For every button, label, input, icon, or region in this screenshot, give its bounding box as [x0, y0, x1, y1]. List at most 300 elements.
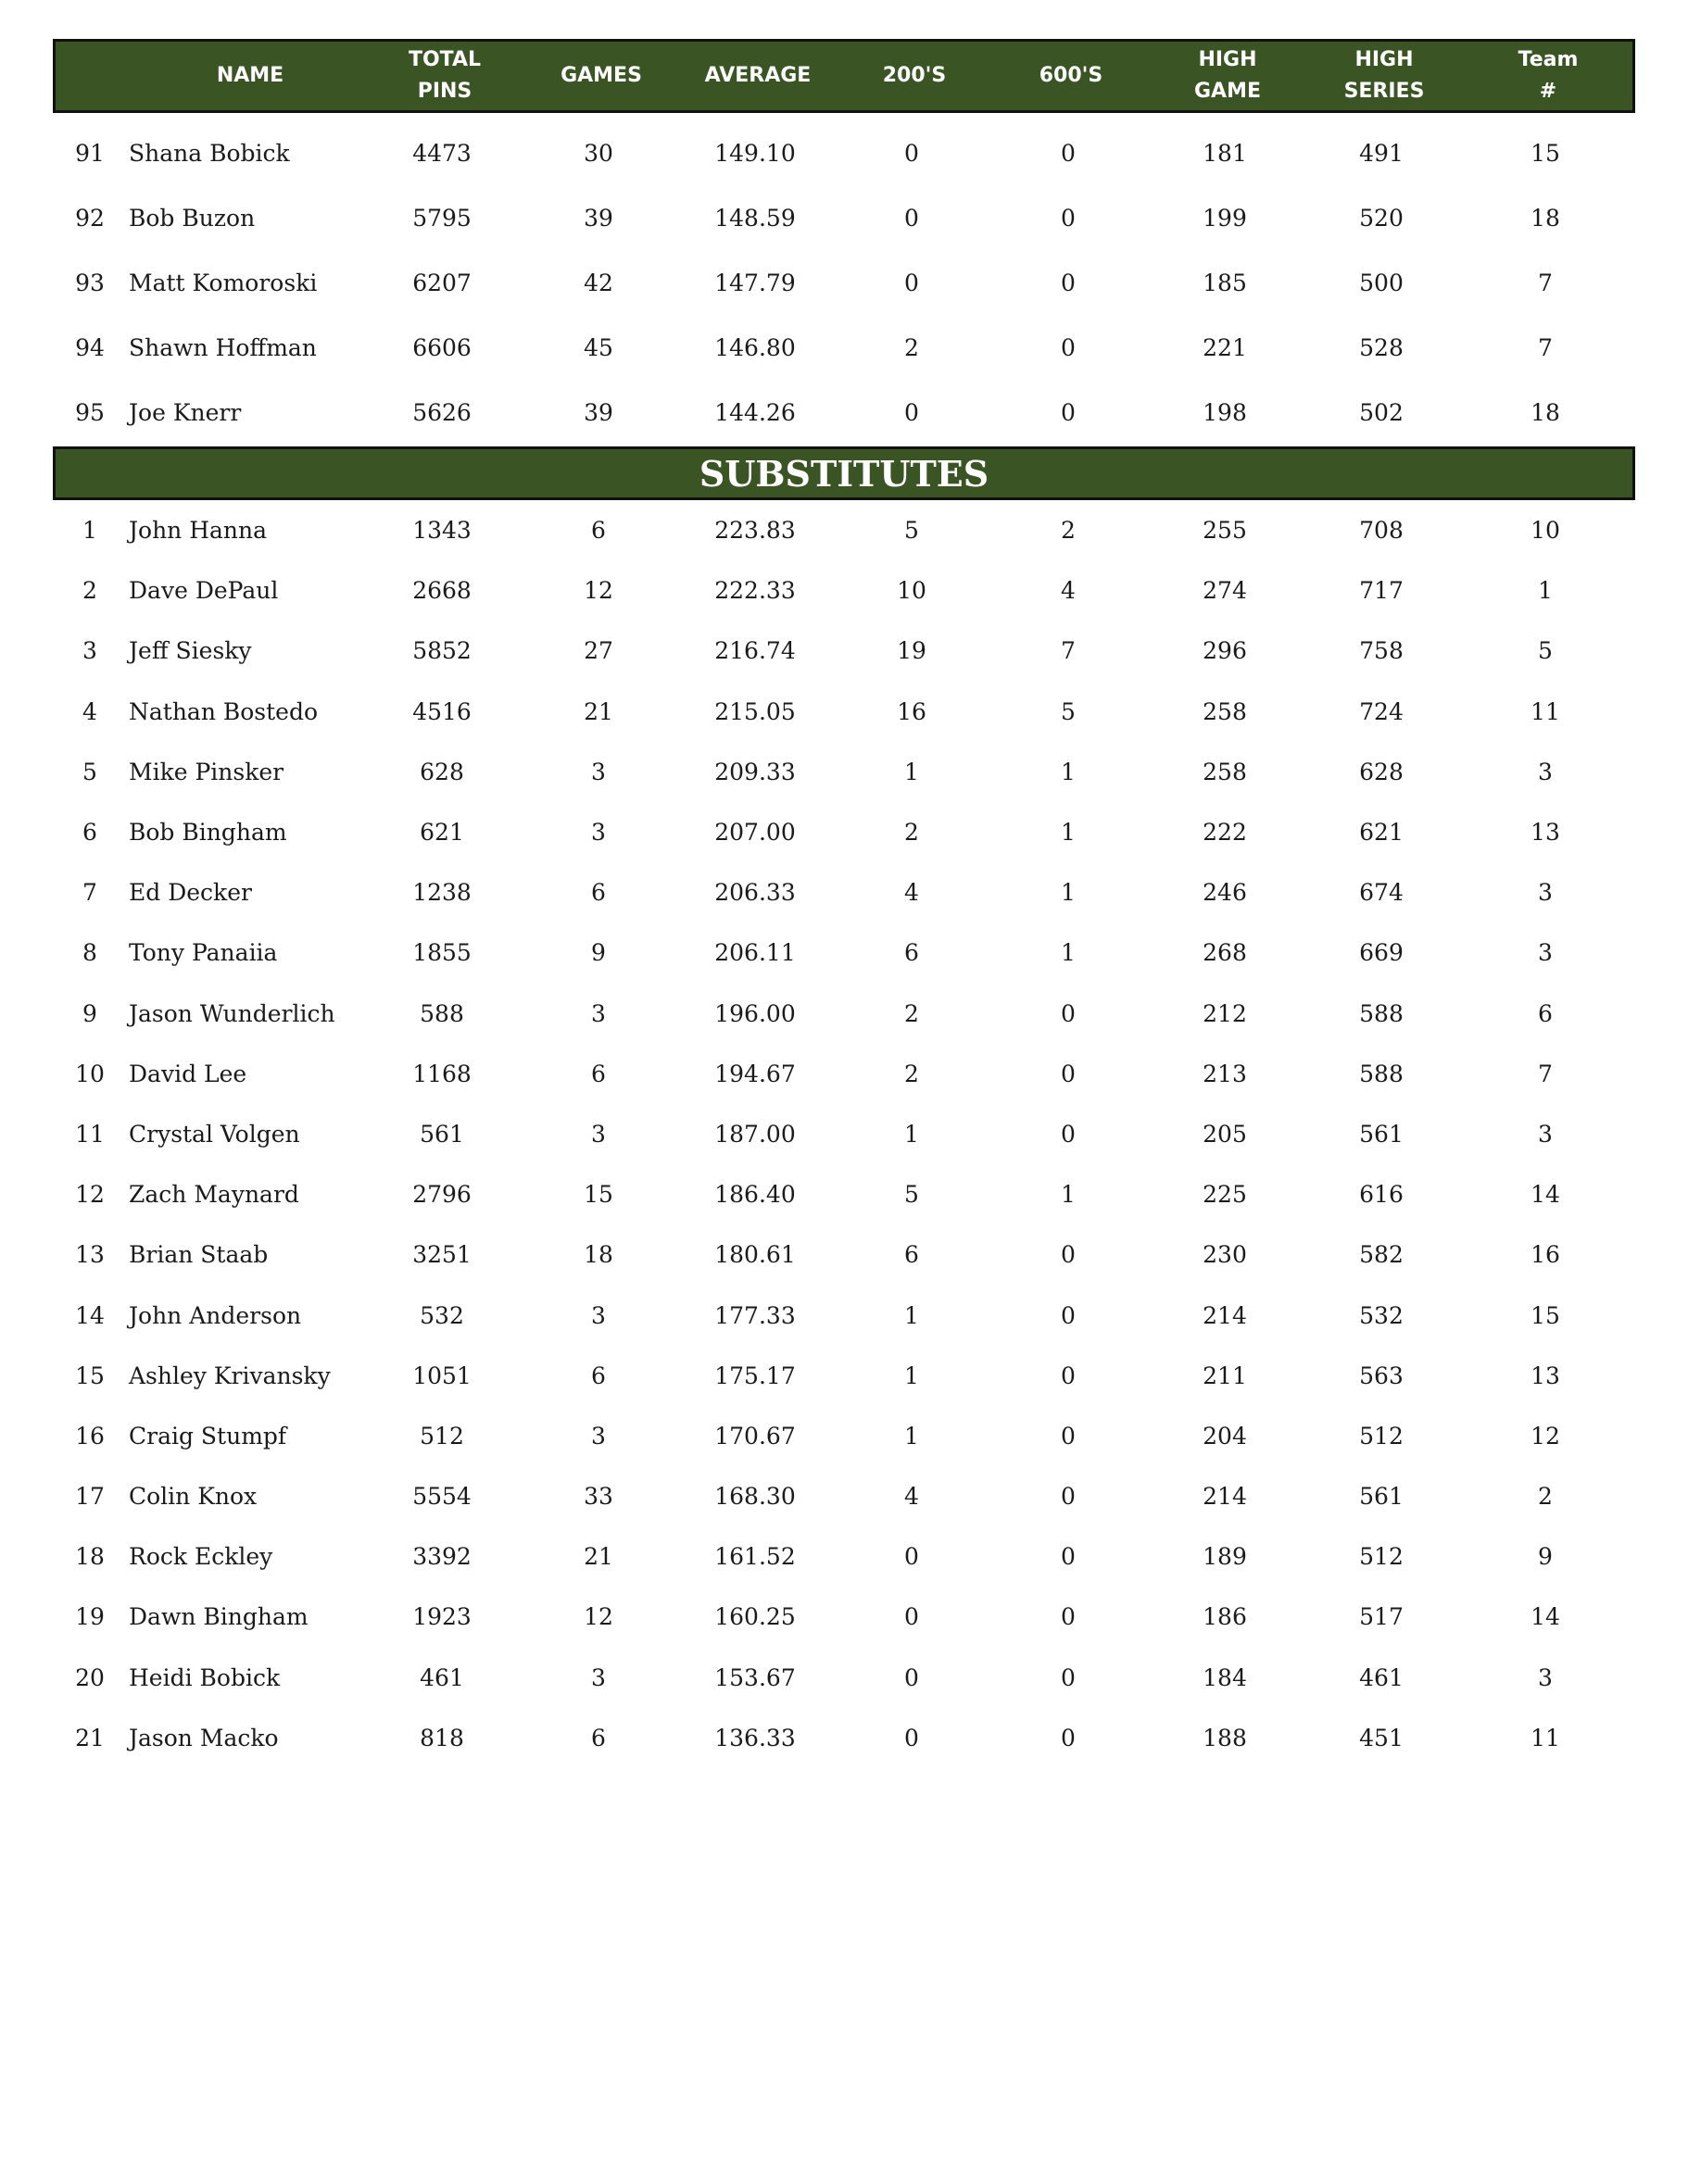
name-cell: Ed Decker: [129, 879, 252, 907]
six-hundreds-cell: 0: [1061, 1724, 1076, 1751]
high-game-cell: 222: [1203, 819, 1247, 847]
rank-cell: 18: [75, 1543, 105, 1571]
standings-sheet: [53, 39, 1635, 1768]
average-cell: 146.80: [714, 333, 796, 361]
high-game-cell: 214: [1203, 1301, 1247, 1329]
average-cell: 194.67: [714, 1060, 796, 1087]
average-cell: 223.83: [714, 517, 796, 545]
table-row: [53, 1406, 1635, 1466]
table-row: [53, 1648, 1635, 1708]
two-hundreds-cell: 2: [904, 999, 919, 1027]
high-series-cell: 500: [1359, 269, 1404, 296]
total-pins-cell: 461: [420, 1663, 464, 1691]
team-cell: 13: [1531, 819, 1560, 847]
high-game-cell: 296: [1203, 637, 1247, 665]
high-series-cell: 451: [1359, 1724, 1404, 1751]
games-cell: 6: [591, 1724, 606, 1751]
high-game-cell: 221: [1203, 333, 1247, 361]
six-hundreds-cell: 7: [1061, 637, 1076, 665]
table-row: [53, 185, 1635, 250]
high-series-cell: 512: [1359, 1422, 1404, 1450]
average-cell: 153.67: [714, 1663, 796, 1691]
table-row: [53, 1164, 1635, 1224]
name-cell: Zach Maynard: [129, 1181, 299, 1209]
average-cell: 148.59: [714, 204, 796, 232]
team-cell: 12: [1531, 1422, 1560, 1450]
six-hundreds-cell: 0: [1061, 1241, 1076, 1269]
team-cell: 9: [1538, 1543, 1553, 1571]
high-game-cell: 181: [1203, 139, 1247, 167]
total-pins-cell: 2796: [412, 1181, 472, 1209]
name-cell: Joe Knerr: [129, 398, 242, 426]
rank-cell: 13: [75, 1241, 105, 1269]
average-cell: 187.00: [714, 1120, 796, 1148]
rank-cell: 12: [75, 1181, 105, 1209]
table-row: [53, 621, 1635, 681]
table-row: [53, 1104, 1635, 1164]
average-cell: 161.52: [714, 1543, 796, 1571]
high-game-cell: 258: [1203, 758, 1247, 785]
total-pins-cell: 6606: [412, 333, 472, 361]
header-games: GAMES: [561, 64, 642, 87]
name-cell: Heidi Bobick: [129, 1663, 281, 1691]
games-cell: 3: [591, 758, 606, 785]
name-cell: Shana Bobick: [129, 139, 290, 167]
table-row: [53, 984, 1635, 1044]
two-hundreds-cell: 0: [904, 139, 919, 167]
high-series-cell: 588: [1359, 1060, 1404, 1087]
table-row: [53, 1346, 1635, 1406]
rank-cell: 92: [75, 204, 105, 232]
games-cell: 6: [591, 879, 606, 907]
average-cell: 207.00: [714, 819, 796, 847]
high-game-cell: 214: [1203, 1483, 1247, 1511]
games-cell: 3: [591, 819, 606, 847]
high-game-cell: 186: [1203, 1603, 1247, 1631]
two-hundreds-cell: 6: [904, 1241, 919, 1269]
name-cell: Jason Wunderlich: [129, 999, 335, 1027]
six-hundreds-cell: 1: [1061, 1181, 1076, 1209]
rank-cell: 93: [75, 269, 105, 296]
high-game-cell: 205: [1203, 1120, 1247, 1148]
high-series-cell: 669: [1359, 939, 1404, 967]
two-hundreds-cell: 2: [904, 333, 919, 361]
header-high-series: HIGH SERIES: [1343, 48, 1425, 103]
average-cell: 215.05: [714, 697, 796, 725]
team-cell: 5: [1538, 637, 1553, 665]
two-hundreds-cell: 19: [897, 637, 926, 665]
name-cell: John Anderson: [129, 1301, 302, 1329]
games-cell: 3: [591, 999, 606, 1027]
six-hundreds-cell: 0: [1061, 1603, 1076, 1631]
two-hundreds-cell: 6: [904, 939, 919, 967]
six-hundreds-cell: 1: [1061, 758, 1076, 785]
six-hundreds-cell: 0: [1061, 139, 1076, 167]
rank-cell: 20: [75, 1663, 105, 1691]
total-pins-cell: 1238: [412, 879, 472, 907]
two-hundreds-cell: 2: [904, 819, 919, 847]
team-cell: 18: [1531, 398, 1560, 426]
games-cell: 39: [584, 398, 613, 426]
rank-cell: 8: [82, 939, 97, 967]
two-hundreds-cell: 10: [897, 577, 926, 605]
table-row: [53, 250, 1635, 315]
two-hundreds-cell: 0: [904, 398, 919, 426]
high-series-cell: 563: [1359, 1362, 1404, 1389]
games-cell: 12: [584, 577, 613, 605]
team-cell: 18: [1531, 204, 1560, 232]
two-hundreds-cell: 5: [904, 517, 919, 545]
team-cell: 2: [1538, 1483, 1553, 1511]
six-hundreds-cell: 1: [1061, 939, 1076, 967]
rank-cell: 1: [82, 517, 97, 545]
name-cell: Shawn Hoffman: [129, 333, 317, 361]
high-series-cell: 512: [1359, 1543, 1404, 1571]
games-cell: 45: [584, 333, 613, 361]
team-cell: 15: [1531, 139, 1560, 167]
team-cell: 3: [1538, 1120, 1553, 1148]
team-cell: 15: [1531, 1301, 1560, 1329]
six-hundreds-cell: 2: [1061, 517, 1076, 545]
name-cell: Matt Komoroski: [129, 269, 318, 296]
rank-cell: 7: [82, 879, 97, 907]
six-hundreds-cell: 0: [1061, 999, 1076, 1027]
average-cell: 144.26: [714, 398, 796, 426]
team-cell: 7: [1538, 333, 1553, 361]
games-cell: 18: [584, 1241, 613, 1269]
name-cell: Crystal Volgen: [129, 1120, 300, 1148]
games-cell: 6: [591, 1060, 606, 1087]
total-pins-cell: 621: [420, 819, 464, 847]
substitutes-list: [53, 500, 1635, 1768]
average-cell: 196.00: [714, 999, 796, 1027]
two-hundreds-cell: 0: [904, 1663, 919, 1691]
six-hundreds-cell: 0: [1061, 204, 1076, 232]
high-series-cell: 528: [1359, 333, 1404, 361]
high-series-cell: 532: [1359, 1301, 1404, 1329]
high-series-cell: 621: [1359, 819, 1404, 847]
two-hundreds-cell: 1: [904, 1422, 919, 1450]
six-hundreds-cell: 0: [1061, 1663, 1076, 1691]
high-game-cell: 212: [1203, 999, 1247, 1027]
table-row: [53, 1708, 1635, 1768]
six-hundreds-cell: 0: [1061, 269, 1076, 296]
team-cell: 3: [1538, 1663, 1553, 1691]
games-cell: 21: [584, 697, 613, 725]
table-row: [53, 923, 1635, 983]
header-600s: 600'S: [1039, 64, 1103, 87]
high-game-cell: 204: [1203, 1422, 1247, 1450]
high-series-cell: 616: [1359, 1181, 1404, 1209]
rank-cell: 4: [82, 697, 97, 725]
high-series-cell: 461: [1359, 1663, 1404, 1691]
two-hundreds-cell: 0: [904, 1724, 919, 1751]
header-average: AVERAGE: [704, 64, 812, 87]
total-pins-cell: 5795: [412, 204, 472, 232]
rank-cell: 3: [82, 637, 97, 665]
rank-cell: 16: [75, 1422, 105, 1450]
rank-cell: 21: [75, 1724, 105, 1751]
table-row: [53, 500, 1635, 560]
games-cell: 42: [584, 269, 613, 296]
header-200s: 200'S: [882, 64, 947, 87]
games-cell: 9: [591, 939, 606, 967]
rank-cell: 11: [75, 1120, 105, 1148]
average-cell: 147.79: [714, 269, 796, 296]
team-cell: 11: [1531, 1724, 1560, 1751]
high-game-cell: 199: [1203, 204, 1247, 232]
high-game-cell: 268: [1203, 939, 1247, 967]
two-hundreds-cell: 4: [904, 879, 919, 907]
total-pins-cell: 4473: [412, 139, 472, 167]
six-hundreds-cell: 0: [1061, 1362, 1076, 1389]
total-pins-cell: 588: [420, 999, 464, 1027]
rank-cell: 6: [82, 819, 97, 847]
games-cell: 3: [591, 1301, 606, 1329]
team-cell: 7: [1538, 269, 1553, 296]
games-cell: 30: [584, 139, 613, 167]
name-cell: Jason Macko: [129, 1724, 279, 1751]
average-cell: 170.67: [714, 1422, 796, 1450]
team-cell: 6: [1538, 999, 1553, 1027]
team-cell: 11: [1531, 697, 1560, 725]
rank-cell: 10: [75, 1060, 105, 1087]
six-hundreds-cell: 0: [1061, 1543, 1076, 1571]
table-row: [53, 1044, 1635, 1104]
table-row: [53, 1526, 1635, 1587]
total-pins-cell: 818: [420, 1724, 464, 1751]
average-cell: 175.17: [714, 1362, 796, 1389]
table-row: [53, 315, 1635, 380]
games-cell: 6: [591, 1362, 606, 1389]
team-cell: 3: [1538, 939, 1553, 967]
total-pins-cell: 5554: [412, 1483, 472, 1511]
six-hundreds-cell: 0: [1061, 1422, 1076, 1450]
average-cell: 160.25: [714, 1603, 796, 1631]
high-game-cell: 225: [1203, 1181, 1247, 1209]
average-cell: 149.10: [714, 139, 796, 167]
table-row: [53, 1587, 1635, 1647]
rank-cell: 9: [82, 999, 97, 1027]
header-high-game: HIGH GAME: [1193, 48, 1261, 103]
total-pins-cell: 1168: [412, 1060, 472, 1087]
rank-cell: 19: [75, 1603, 105, 1631]
high-series-cell: 724: [1359, 697, 1404, 725]
team-cell: 10: [1531, 517, 1560, 545]
six-hundreds-cell: 0: [1061, 1483, 1076, 1511]
total-pins-cell: 2668: [412, 577, 472, 605]
high-series-cell: 491: [1359, 139, 1404, 167]
rank-cell: 5: [82, 758, 97, 785]
high-game-cell: 185: [1203, 269, 1247, 296]
rank-cell: 17: [75, 1483, 105, 1511]
high-game-cell: 213: [1203, 1060, 1247, 1087]
average-cell: 206.33: [714, 879, 796, 907]
high-game-cell: 188: [1203, 1724, 1247, 1751]
two-hundreds-cell: 0: [904, 204, 919, 232]
team-cell: 16: [1531, 1241, 1560, 1269]
six-hundreds-cell: 0: [1061, 398, 1076, 426]
average-cell: 206.11: [714, 939, 796, 967]
substitutes-section-header: SUBSTITUTES: [53, 446, 1635, 500]
average-cell: 177.33: [714, 1301, 796, 1329]
high-series-cell: 717: [1359, 577, 1404, 605]
games-cell: 21: [584, 1543, 613, 1571]
rank-cell: 91: [75, 139, 105, 167]
two-hundreds-cell: 0: [904, 269, 919, 296]
total-pins-cell: 5626: [412, 398, 472, 426]
six-hundreds-cell: 0: [1061, 1060, 1076, 1087]
total-pins-cell: 1855: [412, 939, 472, 967]
high-series-cell: 708: [1359, 517, 1404, 545]
high-series-cell: 628: [1359, 758, 1404, 785]
six-hundreds-cell: 0: [1061, 333, 1076, 361]
rank-cell: 15: [75, 1362, 105, 1389]
header-total-pins: TOTAL PINS: [408, 48, 482, 103]
games-cell: 15: [584, 1181, 613, 1209]
total-pins-cell: 1051: [412, 1362, 472, 1389]
two-hundreds-cell: 0: [904, 1543, 919, 1571]
team-cell: 13: [1531, 1362, 1560, 1389]
name-cell: Dawn Bingham: [129, 1603, 309, 1631]
table-row: [53, 802, 1635, 862]
column-header-bar: [53, 39, 1635, 113]
header-name: NAME: [216, 64, 284, 87]
name-cell: Mike Pinsker: [129, 758, 284, 785]
high-series-cell: 758: [1359, 637, 1404, 665]
high-series-cell: 502: [1359, 398, 1404, 426]
high-series-cell: 561: [1359, 1120, 1404, 1148]
table-row: [53, 682, 1635, 742]
average-cell: 180.61: [714, 1241, 796, 1269]
six-hundreds-cell: 1: [1061, 819, 1076, 847]
games-cell: 39: [584, 204, 613, 232]
team-cell: 14: [1531, 1603, 1560, 1631]
name-cell: Bob Bingham: [129, 819, 287, 847]
name-cell: Bob Buzon: [129, 204, 256, 232]
two-hundreds-cell: 0: [904, 1603, 919, 1631]
high-game-cell: 189: [1203, 1543, 1247, 1571]
high-series-cell: 588: [1359, 999, 1404, 1027]
two-hundreds-cell: 16: [897, 697, 926, 725]
header-team: Team #: [1518, 48, 1579, 103]
average-cell: 168.30: [714, 1483, 796, 1511]
total-pins-cell: 532: [420, 1301, 464, 1329]
six-hundreds-cell: 0: [1061, 1120, 1076, 1148]
six-hundreds-cell: 0: [1061, 1301, 1076, 1329]
header-rank: [56, 42, 130, 110]
games-cell: 6: [591, 517, 606, 545]
name-cell: Dave DePaul: [129, 577, 279, 605]
two-hundreds-cell: 1: [904, 758, 919, 785]
average-cell: 209.33: [714, 758, 796, 785]
total-pins-cell: 1343: [412, 517, 472, 545]
name-cell: Ashley Krivansky: [129, 1362, 331, 1389]
high-game-cell: 274: [1203, 577, 1247, 605]
games-cell: 3: [591, 1422, 606, 1450]
high-series-cell: 517: [1359, 1603, 1404, 1631]
two-hundreds-cell: 5: [904, 1181, 919, 1209]
name-cell: Jeff Siesky: [129, 637, 252, 665]
name-cell: Tony Panaiia: [129, 939, 278, 967]
team-cell: 3: [1538, 879, 1553, 907]
name-cell: Craig Stumpf: [129, 1422, 287, 1450]
high-game-cell: 258: [1203, 697, 1247, 725]
table-row: [53, 120, 1635, 185]
table-row: [53, 862, 1635, 923]
games-cell: 12: [584, 1603, 613, 1631]
regular-bowlers-list: [53, 120, 1635, 445]
total-pins-cell: 1923: [412, 1603, 472, 1631]
rank-cell: 14: [75, 1301, 105, 1329]
total-pins-cell: 561: [420, 1120, 464, 1148]
rank-cell: 94: [75, 333, 105, 361]
two-hundreds-cell: 1: [904, 1120, 919, 1148]
total-pins-cell: 4516: [412, 697, 472, 725]
high-series-cell: 582: [1359, 1241, 1404, 1269]
two-hundreds-cell: 4: [904, 1483, 919, 1511]
table-row: [53, 1224, 1635, 1285]
games-cell: 33: [584, 1483, 613, 1511]
table-row: [53, 380, 1635, 445]
total-pins-cell: 3392: [412, 1543, 472, 1571]
two-hundreds-cell: 1: [904, 1301, 919, 1329]
six-hundreds-cell: 1: [1061, 879, 1076, 907]
high-series-cell: 520: [1359, 204, 1404, 232]
six-hundreds-cell: 4: [1061, 577, 1076, 605]
average-cell: 216.74: [714, 637, 796, 665]
name-cell: Brian Staab: [129, 1241, 269, 1269]
average-cell: 136.33: [714, 1724, 796, 1751]
name-cell: John Hanna: [129, 517, 268, 545]
average-cell: 186.40: [714, 1181, 796, 1209]
high-game-cell: 211: [1203, 1362, 1247, 1389]
total-pins-cell: 628: [420, 758, 464, 785]
total-pins-cell: 5852: [412, 637, 472, 665]
games-cell: 3: [591, 1663, 606, 1691]
total-pins-cell: 512: [420, 1422, 464, 1450]
team-cell: 3: [1538, 758, 1553, 785]
high-game-cell: 246: [1203, 879, 1247, 907]
games-cell: 3: [591, 1120, 606, 1148]
table-row: [53, 560, 1635, 621]
total-pins-cell: 6207: [412, 269, 472, 296]
total-pins-cell: 3251: [412, 1241, 472, 1269]
team-cell: 7: [1538, 1060, 1553, 1087]
name-cell: Colin Knox: [129, 1483, 258, 1511]
name-cell: Nathan Bostedo: [129, 697, 319, 725]
team-cell: 1: [1538, 577, 1553, 605]
average-cell: 222.33: [714, 577, 796, 605]
high-series-cell: 674: [1359, 879, 1404, 907]
high-series-cell: 561: [1359, 1483, 1404, 1511]
name-cell: David Lee: [129, 1060, 247, 1087]
high-game-cell: 230: [1203, 1241, 1247, 1269]
rank-cell: 2: [82, 577, 97, 605]
two-hundreds-cell: 1: [904, 1362, 919, 1389]
rank-cell: 95: [75, 398, 105, 426]
high-game-cell: 255: [1203, 517, 1247, 545]
high-game-cell: 184: [1203, 1663, 1247, 1691]
table-row: [53, 1466, 1635, 1526]
name-cell: Rock Eckley: [129, 1543, 273, 1571]
six-hundreds-cell: 5: [1061, 697, 1076, 725]
team-cell: 14: [1531, 1181, 1560, 1209]
high-game-cell: 198: [1203, 398, 1247, 426]
games-cell: 27: [584, 637, 613, 665]
table-row: [53, 1285, 1635, 1345]
two-hundreds-cell: 2: [904, 1060, 919, 1087]
